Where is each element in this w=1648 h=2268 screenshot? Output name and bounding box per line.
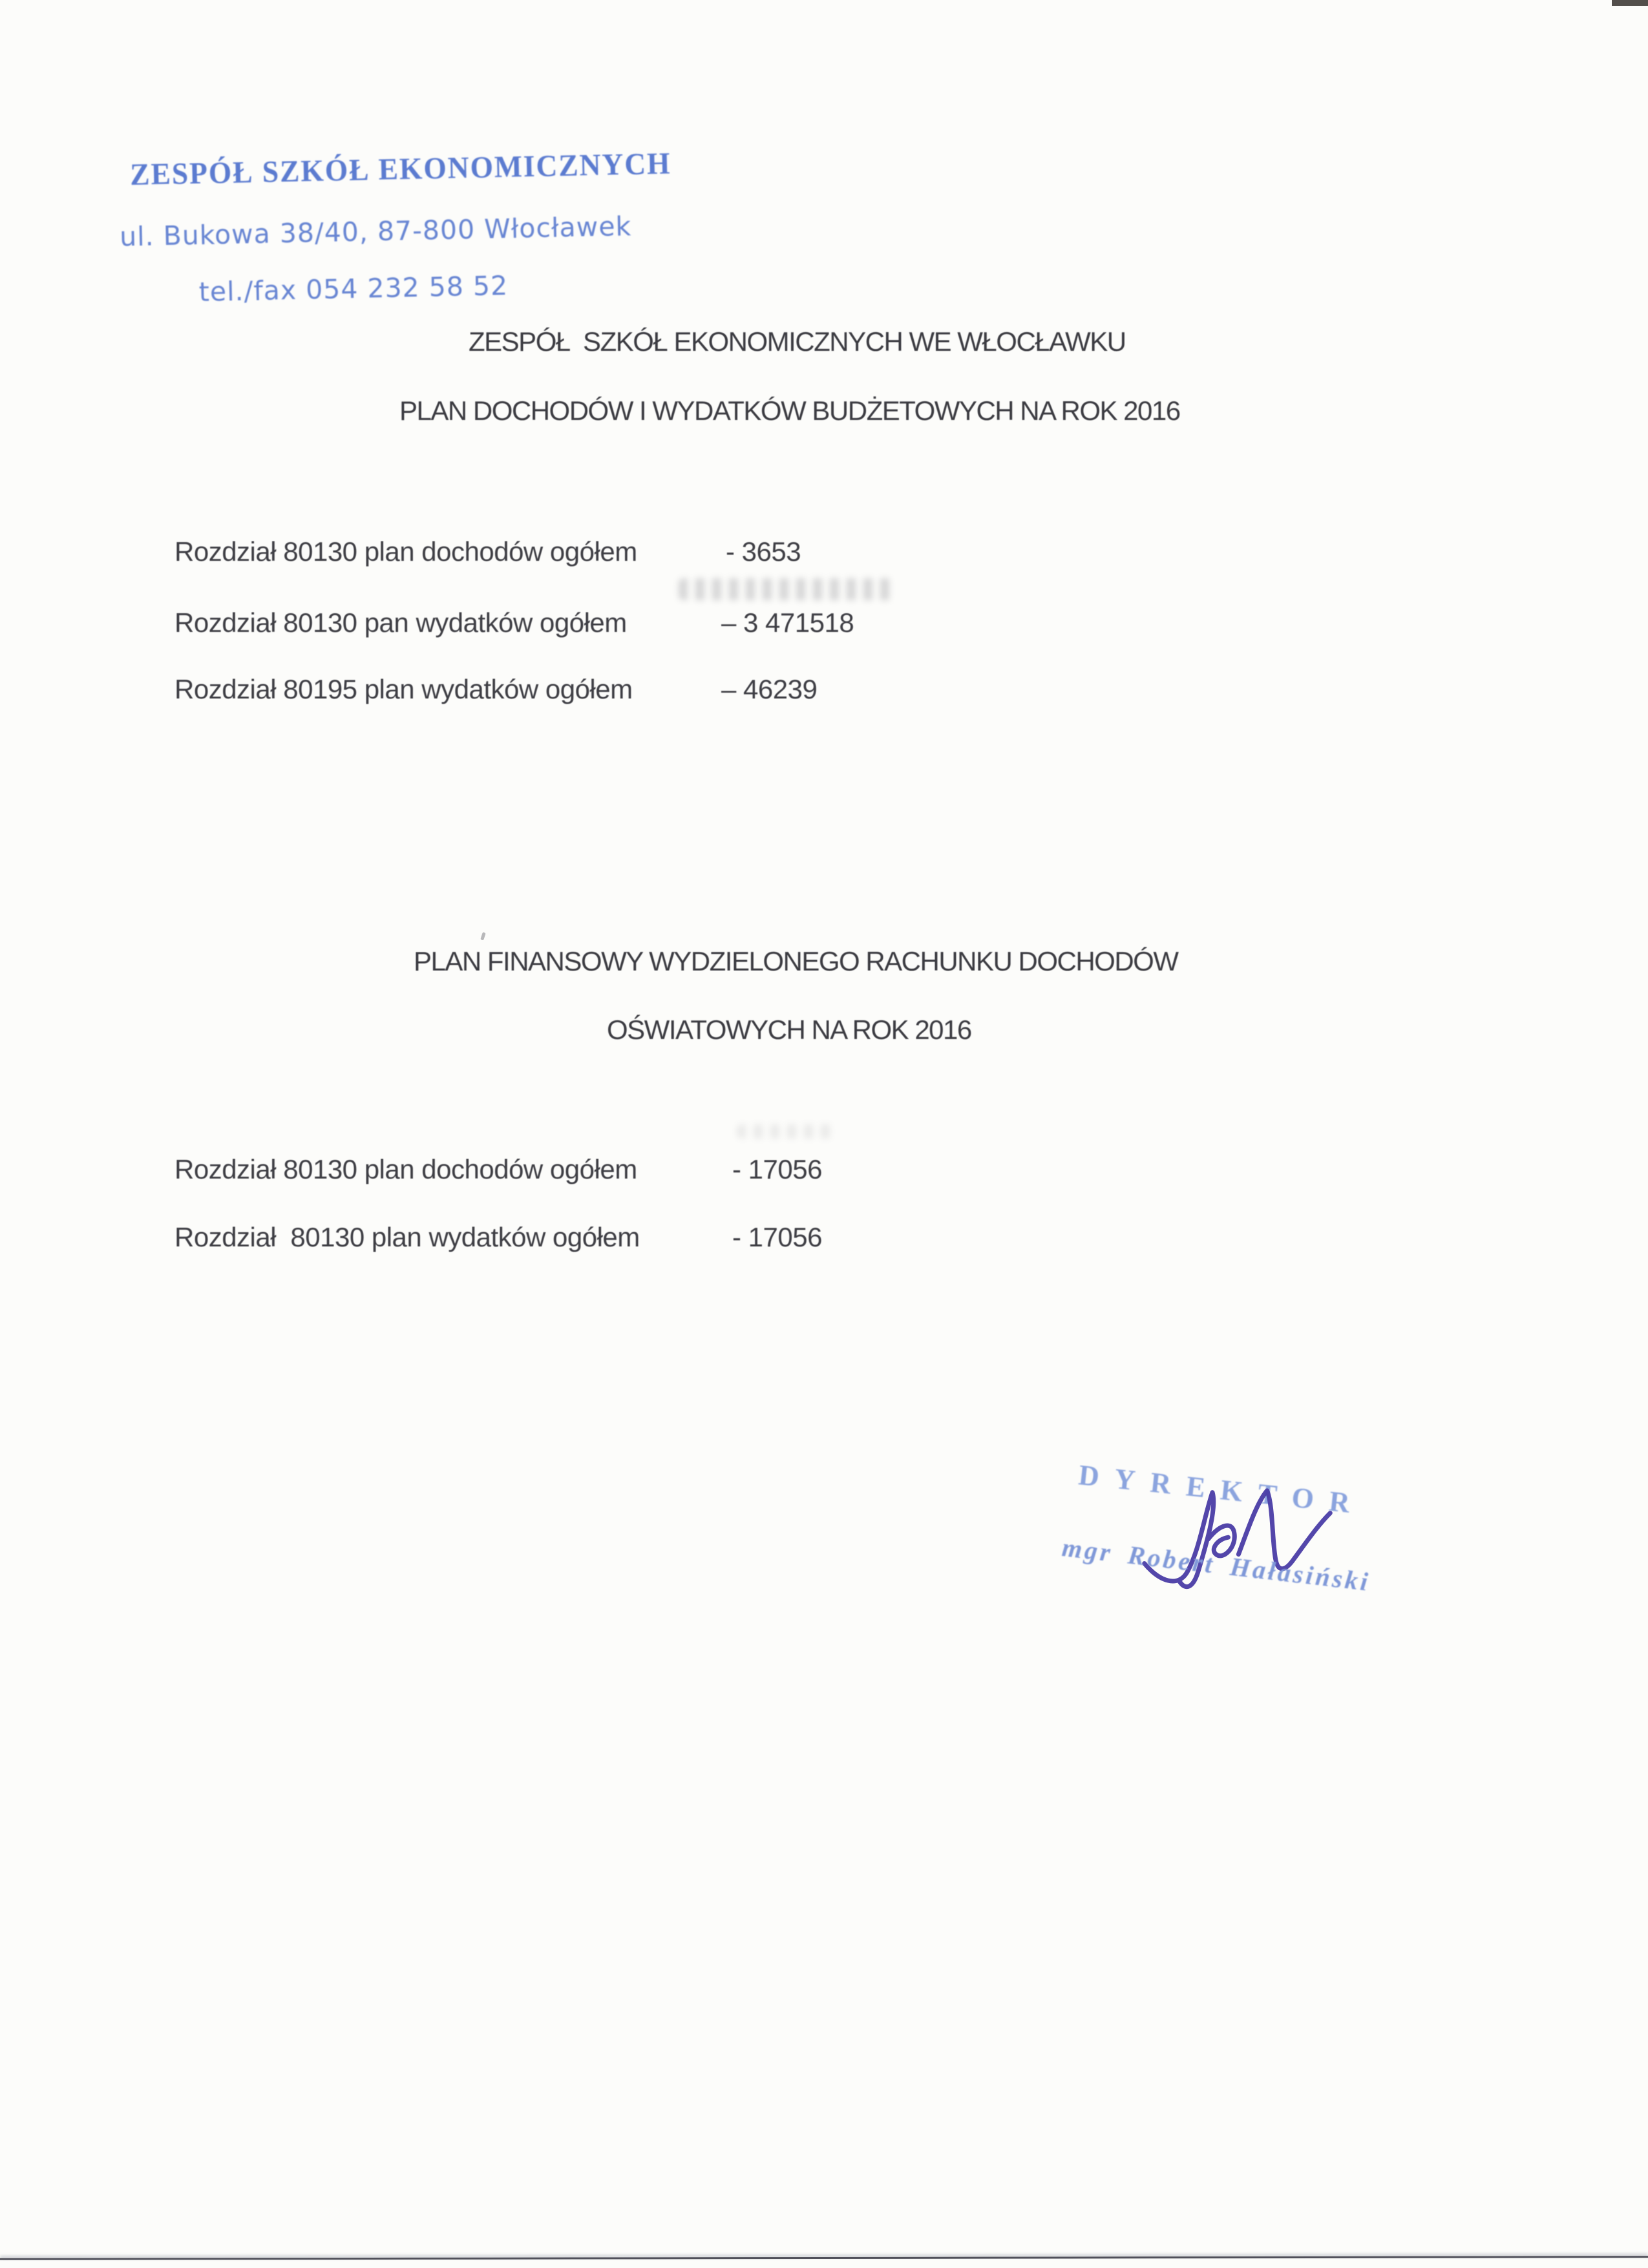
budget-row-label: Rozdział 80130 pan wydatków ogółem (174, 607, 627, 638)
budget-row-value: - 3653 (726, 536, 801, 567)
document-title-school: ZESPÓŁ SZKÓŁ EKONOMICZNYCH WE WŁOCŁAWKU (469, 326, 1126, 357)
director-title-stamp: DYREKTOR (1077, 1458, 1367, 1521)
financial-plan-subtitle: OŚWIATOWYCH NA ROK 2016 (607, 1014, 971, 1045)
budget-row-label: Rozdział 80195 plan wydatków ogółem (174, 674, 633, 704)
document-title-budget-plan: PLAN DOCHODÓW I WYDATKÓW BUDŻETOWYCH NA ROK 2016 (399, 395, 1180, 426)
stamp-street-address: ul. Bukowa 38/40, 87-800 Włocławek (119, 210, 632, 253)
scan-edge-line (0, 2256, 1648, 2260)
school-address-stamp (118, 124, 671, 332)
account-row-label: Rozdział 80130 plan wydatków ogółem (174, 1222, 640, 1252)
budget-row-value: – 46239 (721, 674, 818, 704)
ink-bleed-smudge (679, 578, 892, 600)
account-row-label: Rozdział 80130 plan dochodów ogółem (174, 1154, 637, 1184)
scan-speck-artifact (480, 932, 485, 941)
stamp-phone-fax: tel./fax 054 232 58 52 (198, 269, 509, 308)
financial-plan-title: PLAN FINANSOWY WYDZIELONEGO RACHUNKU DOCHODÓW (414, 946, 1178, 976)
director-name-stamp: mgr Robert Hałasiński (1060, 1532, 1372, 1597)
stamp-school-name: ZESPÓŁ SZKÓŁ EKONOMICZNYCH (129, 146, 671, 193)
account-row-value: - 17056 (732, 1222, 822, 1252)
account-row-value: - 17056 (732, 1154, 822, 1184)
ink-bleed-smudge (737, 1124, 834, 1139)
budget-row-value: – 3 471518 (721, 607, 854, 638)
scan-corner-artifact (1612, 0, 1648, 6)
budget-row-label: Rozdział 80130 plan dochodów ogółem (174, 536, 637, 567)
